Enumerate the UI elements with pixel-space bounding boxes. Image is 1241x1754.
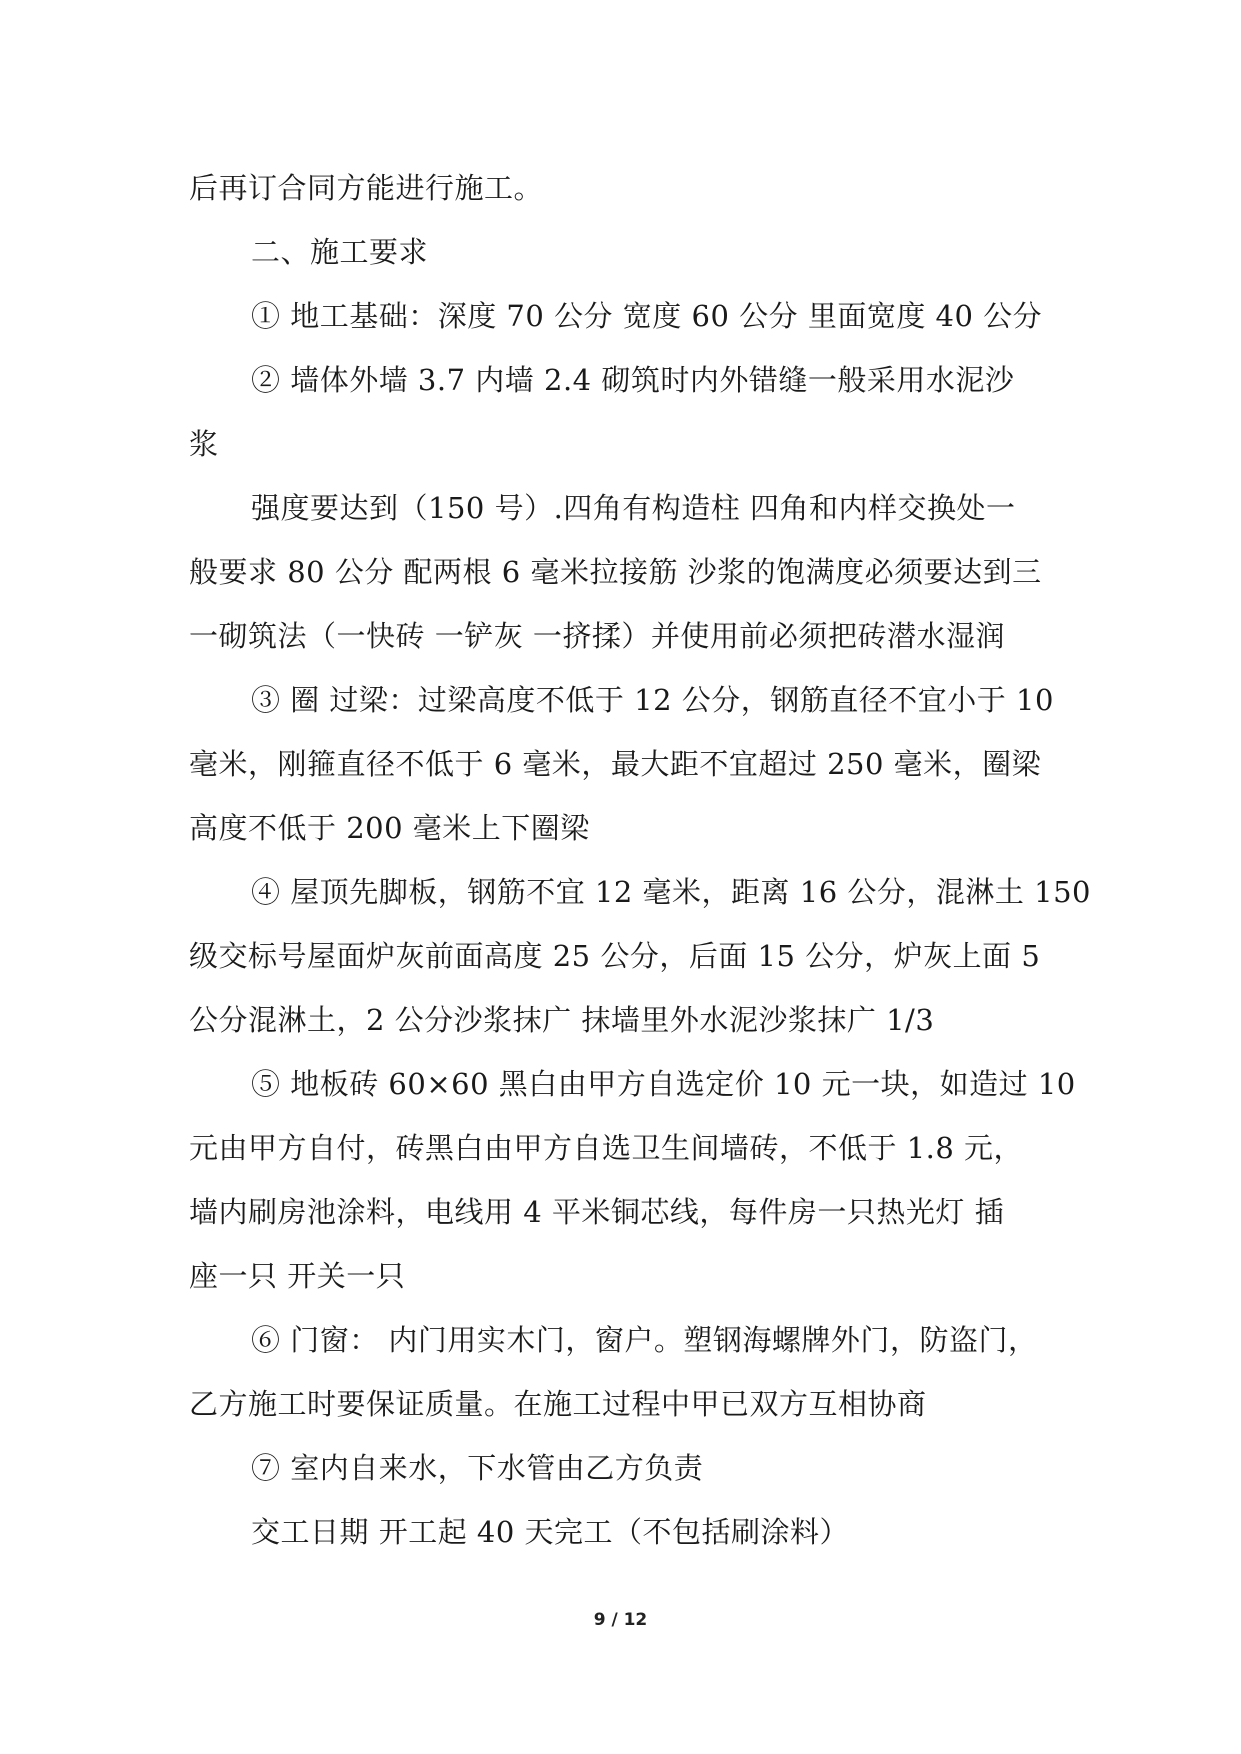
section-heading: 二、施工要求	[251, 235, 429, 269]
text-line-6: 强度要达到（150 号）.四角有构造柱 四角和内样交换处一	[251, 491, 1016, 525]
text-line-17: 墙内刷房池涂料，电线用 4 平米铜芯线，每件房一只热光灯 插	[189, 1195, 1005, 1229]
document-body	[189, 156, 1091, 1564]
text-line-16: 元由甲方自付，砖黑白由甲方自选卫生间墙砖，不低于 1.8 元，	[189, 1131, 1024, 1165]
text-line-8: 一砌筑法（一快砖 一铲灰 一挤揉）并使用前必须把砖潜水湿润	[189, 619, 1005, 653]
text-line-18: 座一只 开关一只	[189, 1259, 406, 1293]
text-line-3: ① 地工基础：深度 70 公分 宽度 60 公分 里面宽度 40 公分	[251, 299, 1043, 333]
text-line-20: 乙方施工时要保证质量。在施工过程中甲已双方互相协商	[189, 1387, 927, 1421]
text-line-12: ④ 屋顶先脚板，钢筋不宜 12 毫米，距离 16 公分，混淋土 150	[251, 875, 1091, 909]
page-number: 9 / 12	[593, 1610, 648, 1630]
text-line-19: ⑥ 门窗： 内门用实木门，窗户。塑钢海螺牌外门，防盗门，	[251, 1323, 1038, 1357]
text-line-21: ⑦ 室内自来水，下水管由乙方负责	[251, 1451, 704, 1485]
text-line-9: ③ 圈 过梁：过梁高度不低于 12 公分，钢筋直径不宜小于 10	[251, 683, 1054, 717]
text-line-10: 毫米，刚箍直径不低于 6 毫米，最大距不宜超过 250 毫米，圈梁	[189, 747, 1042, 781]
text-line-7: 般要求 80 公分 配两根 6 毫米拉接筋 沙浆的饱满度必须要达到三	[189, 555, 1042, 589]
text-line-11: 高度不低于 200 毫米上下圈梁	[189, 811, 590, 845]
text-line-1: 后再订合同方能进行施工。	[189, 171, 544, 205]
text-line-13: 级交标号屋面炉灰前面高度 25 公分，后面 15 公分，炉灰上面 5	[189, 939, 1041, 973]
text-line-14: 公分混淋土，2 公分沙浆抹广 抹墙里外水泥沙浆抹广 1/3	[189, 1003, 935, 1037]
text-line-5: 浆	[189, 427, 219, 461]
text-line-4: ② 墙体外墙 3.7 内墙 2.4 砌筑时内外错缝一般采用水泥沙	[251, 363, 1015, 397]
text-line-15: ⑤ 地板砖 60×60 黑白由甲方自选定价 10 元一块，如造过 10	[251, 1067, 1076, 1101]
text-line-22: 交工日期 开工起 40 天完工（不包括刷涂料）	[251, 1515, 850, 1549]
